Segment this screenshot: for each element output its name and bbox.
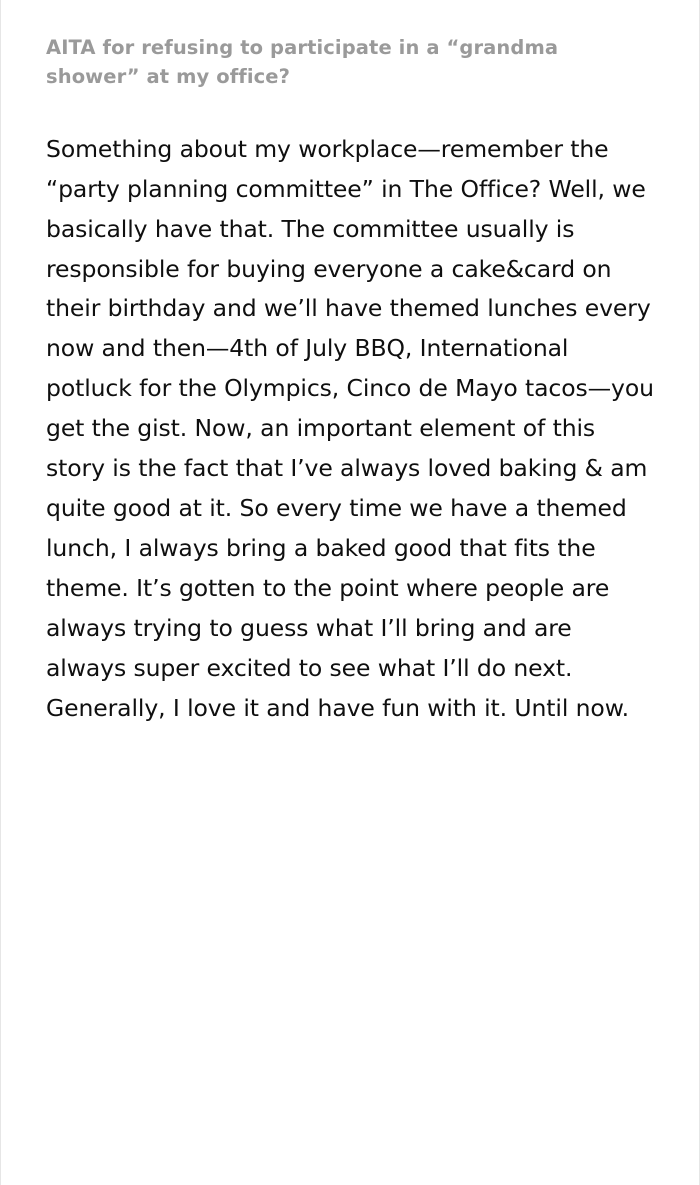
page-title: AITA for refusing to participate in a “grandma shower” at my office? <box>46 36 559 88</box>
body-paragraph: Something about my workplace—remember the “party planning committee” in The Office? Well, we basically have that. The committee usually is responsible for buying everyone a cake&card on their birthday and we’ll have themed lunches every now and then—4th of July BBQ, International potluck for the Olympics, Cinco de Mayo tacos—you get the gist. Now, an important element of this story is the fact that I’ve always loved baking & am quite good at it. So every time we have a themed lunch, I always bring a baked good that fits the theme. It’s gotten to the point where people are always trying to guess what I’ll bring and are always super excited to see what I’ll do next. Generally, I love it and have fun with it. Until now. <box>46 134 654 722</box>
article-body <box>46 130 657 729</box>
